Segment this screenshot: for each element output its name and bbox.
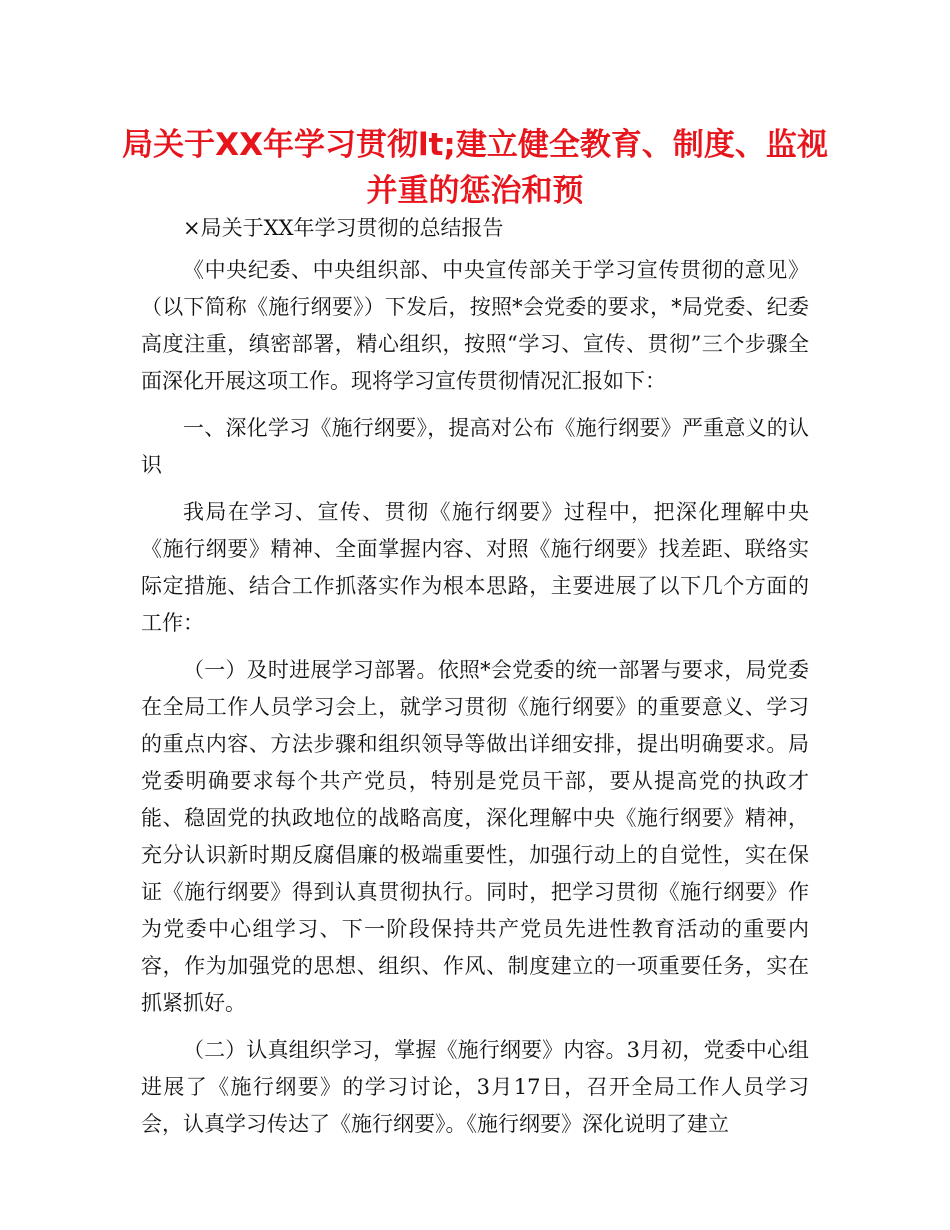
intro-paragraph: 《中央纪委、中央组织部、中央宣传部关于学习宣传贯彻的意见》（以下简称《施行纲要》）下发后，按照*会党委的要求，*局党委、纪委高度注重，缜密部署，精心组织，按照“学习、宣传、贯彻”三个步骤全面深化开展这项工作。现将学习宣传贯彻情况汇报如下： bbox=[141, 258, 809, 393]
report-subtitle: ×局关于XX年学习贯彻的总结报告 bbox=[183, 216, 504, 240]
document-title: 局关于XX年学习贯彻lt;建立健全教育、制度、监视并重的惩治和预 bbox=[122, 127, 828, 209]
section-heading-1: 一、深化学习《施行纲要》，提高对公布《施行纲要》严重意义的认识 bbox=[141, 416, 809, 477]
document-body bbox=[141, 210, 809, 1153]
subsection-1-paragraph: （一）及时进展学习部署。依照*会党委的统一部署与要求，局党委在全局工作人员学习会上，就学习贯彻《施行纲要》的重要意义、学习的重点内容、方法步骤和组织领导等做出详细安排，提出明确要求。局党委明确要求每个共产党员，特别是党员干部，要从提高党的执政才能、稳固党的执政地位的战略高度，深化理解中央《施行纲要》精神，充分认识新时期反腐倡廉的极端重要性，加强行动上的自觉性，实在保证《施行纲要》得到认真贯彻执行。同时，把学习贯彻《施行纲要》作为党委中心组学习、下一阶段保持共产党员先进性教育活动的重要内容，作为加强党的思想、组织、作风、制度建立的一项重要任务，实在抓紧抓好。 bbox=[141, 658, 809, 1015]
section-1-paragraph: 我局在学习、宣传、贯彻《施行纲要》过程中，把深化理解中央《施行纲要》精神、全面掌握内容、对照《施行纲要》找差距、联络实际定措施、结合工作抓落实作为根本思路，主要进展了以下几个方面的工作： bbox=[141, 500, 809, 635]
subsection-2-paragraph: （二）认真组织学习，掌握《施行纲要》内容。3月初，党委中心组进展了《施行纲要》的学习讨论，3月17日，召开全局工作人员学习会，认真学习传达了《施行纲要》。《施行纲要》深化说明了建立 bbox=[141, 1038, 809, 1136]
